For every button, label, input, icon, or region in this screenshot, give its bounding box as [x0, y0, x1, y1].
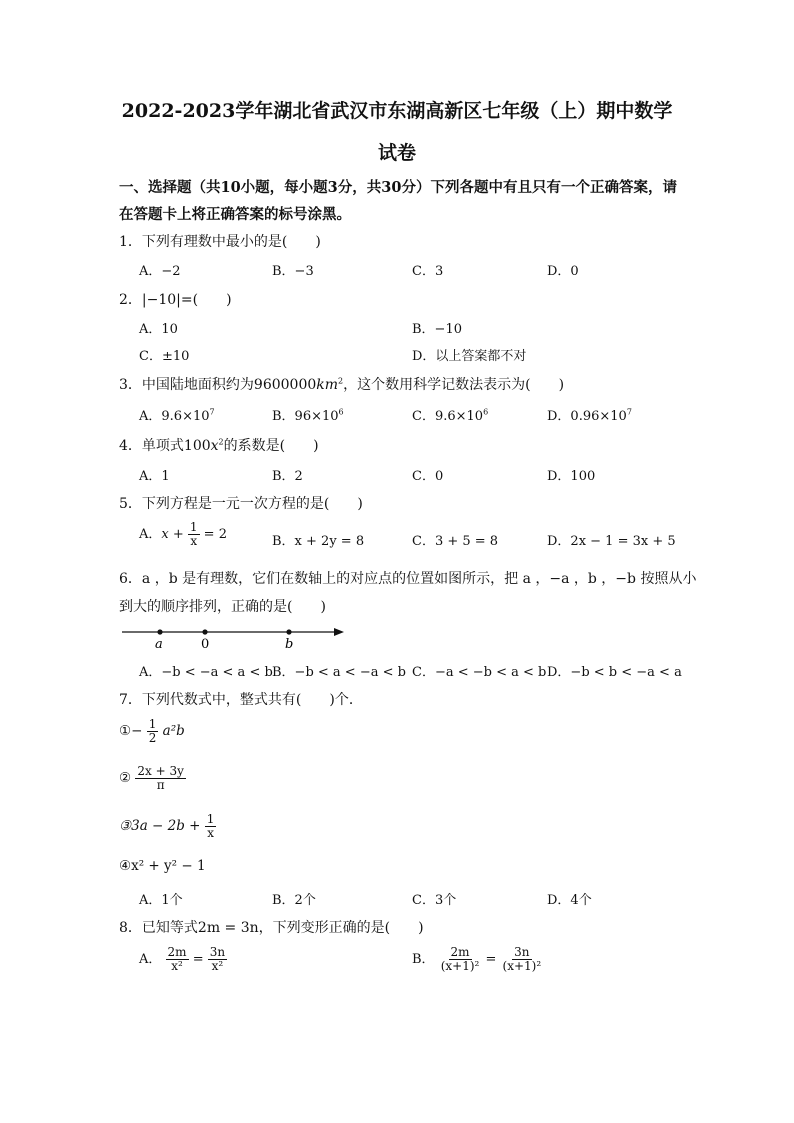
- section-heading: 一、选择题（共10小题，每小题3分，共30分）下列各题中有且只有一个正确答案，请: [119, 179, 677, 196]
- q7-item-4: ④x² + y² − 1: [119, 858, 206, 874]
- question-1-stem: 1．下列有理数中最小的是( ): [119, 234, 321, 250]
- q3-option-d: D．$0.96\times 10^7$: [547, 407, 632, 424]
- q5-option-d: D．2x − 1 = 3x + 5: [547, 534, 676, 549]
- q3-option-c: C．$9.6\times 10^6$: [412, 407, 489, 424]
- question-6-stem-line2: 到大的顺序排列，正确的是( ): [119, 599, 326, 615]
- page-title: 2022-2023学年湖北省武汉市东湖高新区七年级（上）期中数学: [121, 100, 673, 122]
- question-5-stem: 5．下列方程是一元一次方程的是( ): [119, 496, 363, 512]
- q4-option-b: B．2: [272, 469, 303, 484]
- q6-option-c: C．−a < −b < a < b: [412, 665, 547, 680]
- fraction: $\frac{1}{2}$: [148, 717, 157, 745]
- question-4-stem: 4．单项式$100x^2$的系数是( ): [119, 437, 319, 454]
- q8-option-b: B． $\frac{2m}{\text{(x+1)²}}$ = $\frac{3n}{\text{(x+1)²}}$: [412, 945, 542, 973]
- fraction: $\frac{1}{x}$: [189, 520, 198, 548]
- q1-option-d: D．0: [547, 264, 579, 279]
- q5-option-a: A．x + $\frac{1}{x}$ = 2: [139, 520, 227, 548]
- fraction: $\frac{3n}{\text{x²}}$: [209, 945, 226, 973]
- q7-item-3: ③3a − 2b + $\frac{1}{x}$: [119, 812, 215, 840]
- q1-option-a: A．−2: [139, 264, 181, 279]
- q2-option-d: D．以上答案都不对: [412, 349, 527, 364]
- fraction: $\frac{1}{x}$: [206, 812, 215, 840]
- q1-option-b: B．−3: [272, 264, 314, 279]
- fraction: $\frac{2x + 3y}{\pi}$: [137, 764, 184, 792]
- q2-option-a: A．10: [139, 322, 178, 337]
- q7-item-2: ② $\frac{2x + 3y}{\pi}$: [119, 764, 184, 792]
- q4-option-d: D．100: [547, 469, 596, 484]
- q7-option-b: B．2个: [272, 893, 316, 908]
- q3-option-b: B．$96\times 10^6$: [272, 407, 344, 424]
- q5-option-b: B．x + 2y = 8: [272, 534, 365, 549]
- fraction: $\frac{3n}{\text{(x+1)²}}$: [502, 945, 542, 973]
- q3-option-a: A．$9.6\times 10^7$: [139, 407, 215, 424]
- point-zero: [202, 629, 207, 634]
- fraction: $\frac{2m}{\text{x²}}$: [167, 945, 187, 973]
- point-a: [157, 629, 162, 634]
- fraction: $\frac{2m}{\text{(x+1)²}}$: [440, 945, 480, 973]
- q2-option-c: C．±10: [139, 349, 190, 364]
- q6-option-d: D．−b < b < −a < a: [547, 665, 682, 680]
- q2-option-b: B．−10: [412, 322, 462, 337]
- question-7-stem: 7．下列代数式中，整式共有( )个．: [119, 692, 363, 708]
- question-2-stem: 2．|−10|=( ): [119, 292, 232, 308]
- q6-option-b: B．−b < a < −a < b: [272, 665, 406, 680]
- question-8-stem: 8．已知等式2m = 3n，下列变形正确的是( ): [119, 920, 424, 936]
- q7-option-c: C．3个: [412, 893, 457, 908]
- question-6-stem: 6．a ，b 是有理数，它们在数轴上的对应点的位置如图所示，把 a ，−a ，b ，−b 按照从小: [119, 571, 697, 587]
- q1-option-c: C．3: [412, 264, 444, 279]
- label-zero: 0: [201, 637, 210, 652]
- q7-item-1: ①− $\frac{1}{2}$ a²b: [119, 717, 185, 745]
- page-title-line2: 试卷: [377, 142, 416, 164]
- label-a: a: [155, 637, 163, 652]
- q7-option-d: D．4个: [547, 893, 592, 908]
- section-heading-line2: 在答题卡上将正确答案的标号涂黑。: [119, 206, 351, 223]
- q6-option-a: A．−b < −a < a < b: [139, 665, 273, 680]
- q7-option-a: A．1个: [139, 893, 183, 908]
- question-3-stem: 3．中国陆地面积约为$9600000km^2$，这个数用科学记数法表示为( ): [119, 376, 565, 393]
- q5-option-c: C．3 + 5 = 8: [412, 534, 499, 549]
- arrow-head-icon: [334, 628, 344, 636]
- q8-option-a: A． $\frac{2m}{\text{x²}}$ = $\frac{3n}{\text{x²}}$: [139, 945, 226, 973]
- point-b: [286, 629, 291, 634]
- q4-option-a: A．1: [139, 469, 170, 484]
- number-line-figure: [120, 622, 350, 652]
- label-b: b: [285, 637, 294, 652]
- q4-option-c: C．0: [412, 469, 444, 484]
